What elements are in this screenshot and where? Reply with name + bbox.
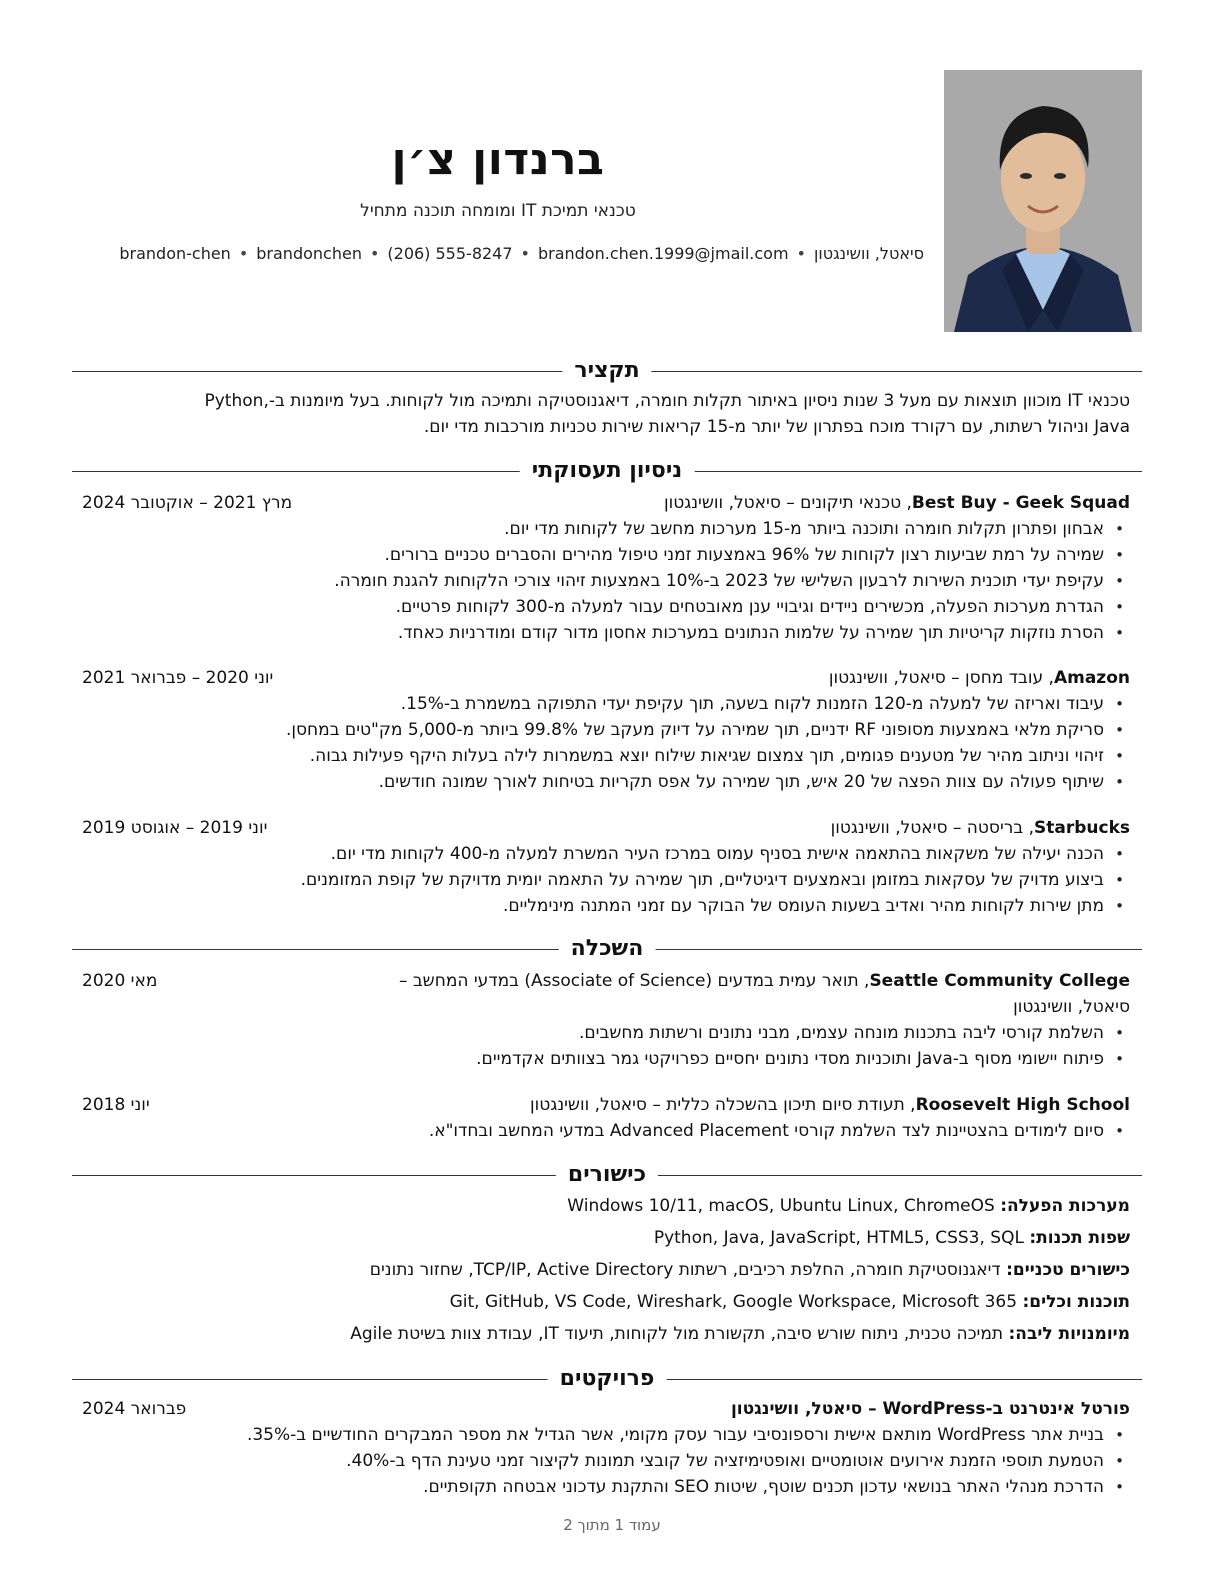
skill-row bbox=[72, 1254, 1130, 1286]
separator-dot: • bbox=[369, 244, 380, 263]
job-role: , טכנאי תיקונים – סיאטל, וושינגטון bbox=[663, 493, 912, 513]
project-bullets bbox=[72, 1422, 1142, 1500]
skill-value: Windows 10/11, macOS, Ubuntu Linux, ChromeOS bbox=[567, 1196, 1001, 1216]
list-item: • הדרכת מנהלי האתר בנושאי עדכון תכנים שוטף, שיטות SEO והתקנת עדכוני אבטחה תקופתיים. bbox=[72, 1474, 1130, 1500]
separator-dot: • bbox=[238, 244, 249, 263]
education-dates: מאי 2020 bbox=[82, 971, 158, 991]
degree-text: , תואר עמית במדעים (Associate of Science) במדעי המחשב – bbox=[398, 971, 870, 991]
skill-label: מיומנויות ליבה: bbox=[1008, 1324, 1130, 1344]
job-title: טכנאי תמיכת IT ומומחה תוכנה מתחיל bbox=[360, 201, 636, 221]
skills-heading bbox=[72, 1160, 1142, 1190]
education-dates: יוני 2018 bbox=[82, 1095, 150, 1115]
person-photo-icon bbox=[944, 70, 1142, 332]
company-name: Amazon bbox=[1053, 668, 1130, 688]
education-heading bbox=[72, 934, 1142, 964]
separator-dot: • bbox=[520, 244, 530, 263]
summary-line: Java וניהול רשתות, עם רקורד מוכח בפתרון של יותר מ-15 קריאות שירות טכניות מורכבות מדי יום. bbox=[423, 417, 1130, 437]
project-dates: פברואר 2024 bbox=[82, 1399, 187, 1419]
profile-photo bbox=[944, 70, 1142, 332]
list-item: • הגדרת מערכות הפעלה, מכשירים ניידים וגיבויי ענן מאובטחים עבור למעלה מ-300 לקוחות פרטיים. bbox=[72, 594, 1130, 620]
skill-label: כישורים טכניים: bbox=[1006, 1260, 1130, 1280]
project-entry bbox=[72, 1396, 1142, 1500]
list-item: • ביצוע מדויק של עסקאות במזומן ובאמצעים דיגיטליים, תוך שמירה על התאמה יומית מדויקת של קופת המזומנים. bbox=[72, 867, 1130, 893]
skill-value: Git, GitHub, VS Code, Wireshark, Google Workspace, Microsoft 365 bbox=[449, 1292, 1023, 1312]
skill-row bbox=[72, 1222, 1130, 1254]
list-item: • עיבוד ואריזה של למעלה מ-120 הזמנות לקוח בשעה, תוך עקיפת יעדי התפוקה במשמרת ב-15%. bbox=[72, 691, 1130, 717]
experience-heading bbox=[72, 456, 1142, 486]
section-title: השכלה bbox=[559, 934, 656, 964]
separator-dot: • bbox=[796, 244, 806, 263]
skill-label: שפות תכנות: bbox=[1029, 1228, 1130, 1248]
list-item: • הכנה יעילה של משקאות בהתאמה אישית בסניף עמוס במרכז העיר המשרת למעלה מ-400 לקוחות מדי יום. bbox=[72, 841, 1130, 867]
project-title: פורטל אינטרנט ב-WordPress – סיאטל, וושינגטון bbox=[730, 1399, 1130, 1419]
job-header bbox=[72, 490, 1142, 516]
company-name: Best Buy - Geek Squad bbox=[911, 493, 1130, 513]
company-name: Starbucks bbox=[1034, 818, 1130, 838]
summary-line: טכנאי IT מוכוון תוצאות עם מעל 3 שנות ניסיון באיתור תקלות חומרה, דיאגנוסטיקה ותמיכה מול לקוחות. בעל מיומנות ב-,Python bbox=[204, 391, 1130, 411]
list-item: • פיתוח יישומי מסוף ב-Java ותוכניות מסדי נתונים יחסיים כפרויקטי גמר בצוותים אקדמיים. bbox=[72, 1046, 1130, 1072]
list-item: • הסרת נוזקות קריטיות תוך שמירה על שלמות הנתונים במערכות אחסון מדור קודם ומודרניות כאחד. bbox=[72, 620, 1130, 646]
location-text: סיאטל, וושינגטון bbox=[813, 244, 924, 263]
education-header bbox=[72, 1092, 1142, 1118]
project-header bbox=[72, 1396, 1142, 1422]
education-location: סיאטל, וושינגטון bbox=[1013, 997, 1130, 1017]
job-bullets bbox=[72, 516, 1142, 646]
job-dates: יוני 2019 – אוגוסט 2019 bbox=[82, 818, 268, 838]
skill-value: דיאגנוסטיקת חומרה, החלפת רכיבים, רשתות TCP/IP, Active Directory, שחזור נתונים bbox=[369, 1260, 1007, 1280]
degree-text: , תעודת סיום תיכון בהשכלה כללית – סיאטל, וושינגטון bbox=[530, 1095, 916, 1115]
list-item: • אבחון ופתרון תקלות חומרה ותוכנה ביותר מ-15 מערכות מחשב של לקוחות מדי יום. bbox=[72, 516, 1130, 542]
job-entry bbox=[72, 490, 1142, 646]
list-item: • מתן שירות לקוחות מהיר ואדיב בשעות העומס של הבוקר עם זמני המתנה מינימליים. bbox=[72, 893, 1130, 919]
job-dates: מרץ 2021 – אוקטובר 2024 bbox=[82, 493, 293, 513]
section-title: כישורים bbox=[556, 1160, 658, 1190]
skill-row bbox=[72, 1318, 1130, 1350]
list-item: • זיהוי וניתוב מהיר של מטענים פגומים, תוך צמצום שגיאות שילוח יוצא במשמרות לילה בעלות היקף פעילות גבוה. bbox=[72, 743, 1130, 769]
skill-row bbox=[72, 1190, 1130, 1222]
job-entry bbox=[72, 665, 1142, 795]
education-bullets bbox=[72, 1118, 1142, 1144]
list-item: • סריקת מלאי באמצעות מסופוני RF ידניים, תוך שמירה על דיוק מעקב של 99.8% ביותר מ-5,000 מק"טים במחסן. bbox=[72, 717, 1130, 743]
email-link[interactable]: brandon.chen.1999@jmail.com bbox=[537, 244, 789, 263]
summary-heading bbox=[72, 356, 1142, 386]
phone-text: (206) 555-8247 bbox=[387, 244, 513, 263]
list-item: • עקיפת יעדי תוכנית השירות לרבעון השלישי של 2023 ב-10% באמצעות זיהוי צורכי הלקוחות להגנת חומרה. bbox=[72, 568, 1130, 594]
job-role: , בריסטה – סיאטל, וושינגטון bbox=[830, 818, 1034, 838]
resume-header bbox=[72, 70, 1142, 334]
projects-heading bbox=[72, 1364, 1142, 1394]
section-title: תקציר bbox=[562, 356, 651, 386]
list-item: • בניית אתר WordPress מותאם אישית ורספונסיבי עבור עסק מקומי, אשר הגדיל את מספר המבקרים החודשיים ב-35%. bbox=[72, 1422, 1130, 1448]
skill-row bbox=[72, 1286, 1130, 1318]
education-entry bbox=[72, 1092, 1142, 1144]
section-title: פרויקטים bbox=[548, 1364, 667, 1394]
summary-block bbox=[72, 388, 1142, 440]
school-name: Roosevelt High School bbox=[915, 1095, 1130, 1115]
skills-block bbox=[72, 1190, 1142, 1350]
name-block bbox=[72, 132, 924, 222]
job-entry bbox=[72, 815, 1142, 919]
education-bullets bbox=[72, 1020, 1142, 1072]
job-role: , עובד מחסן – סיאטל, וושינגטון bbox=[828, 668, 1054, 688]
skill-label: מערכות הפעלה: bbox=[1000, 1196, 1130, 1216]
job-bullets bbox=[72, 841, 1142, 919]
linkedin-link[interactable]: brandon-chen bbox=[119, 244, 231, 263]
skill-label: תוכנות וכלים: bbox=[1022, 1292, 1130, 1312]
contact-line bbox=[72, 242, 924, 266]
list-item: • שיתוף פעולה עם צוות הפצה של 20 איש, תוך שמירה על אפס תקריות בטיחות לאורך שמונה חודשים. bbox=[72, 769, 1130, 795]
list-item: • שמירה על רמת שביעות רצון לקוחות של 96% באמצעות זמני טיפול מהירים והסברים טכניים ברורים. bbox=[72, 542, 1130, 568]
person-name: ברנדון צ׳ן bbox=[391, 134, 605, 185]
list-item: • סיום לימודים בהצטיינות לצד השלמת קורסי Advanced Placement במדעי המחשב ובחדו"א. bbox=[72, 1118, 1130, 1144]
list-item: • הטמעת תוספי הזמנת אירועים אוטומטיים ואופטימיזציה של קובצי תמונות לקיצור זמני טעינת הדף ב-40%. bbox=[72, 1448, 1130, 1474]
job-bullets bbox=[72, 691, 1142, 795]
resume-page bbox=[72, 0, 1142, 1584]
page-number: עמוד 1 מתוך 2 bbox=[563, 1516, 661, 1534]
skill-value: Python, Java, JavaScript, HTML5, CSS3, SQL bbox=[653, 1228, 1030, 1248]
skill-value: תמיכה טכנית, ניתוח שורש סיבה, תקשורת מול לקוחות, תיעוד IT, עבודת צוות בשיטת Agile bbox=[350, 1324, 1009, 1344]
school-name: Seattle Community College bbox=[869, 971, 1130, 991]
education-location-row bbox=[72, 994, 1142, 1020]
job-dates: יוני 2020 – פברואר 2021 bbox=[82, 668, 274, 688]
education-header bbox=[72, 968, 1142, 994]
education-entry bbox=[72, 968, 1142, 1072]
job-header bbox=[72, 665, 1142, 691]
github-link[interactable]: brandonchen bbox=[256, 244, 362, 263]
section-title: ניסיון תעסוקתי bbox=[520, 456, 695, 486]
list-item: • השלמת קורסי ליבה בתכנות מונחה עצמים, מבני נתונים ורשתות מחשבים. bbox=[72, 1020, 1130, 1046]
job-header bbox=[72, 815, 1142, 841]
